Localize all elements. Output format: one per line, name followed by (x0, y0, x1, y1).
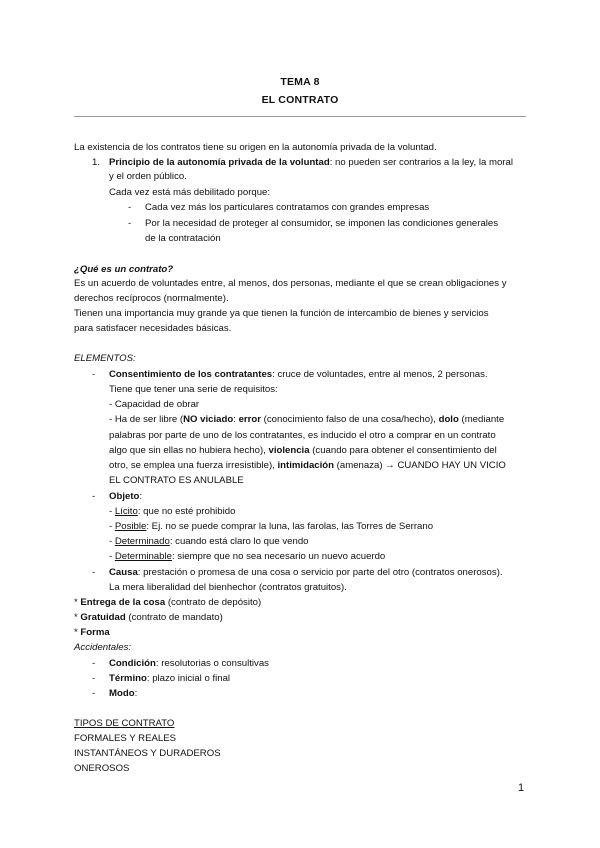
page-number: 1 (518, 782, 525, 794)
object-line: Objeto: (109, 491, 143, 502)
document-title-main: EL CONTRATO (261, 94, 339, 106)
what-is-heading: ¿Qué es un contrato? (74, 264, 174, 275)
object-determinado: - Determinado: cuando está claro lo que vendo (109, 536, 309, 547)
free-line-4: otro, se emplea una fuerza irresistible), intimidación (amenaza) → CUANDO HAY UN VICIO (109, 460, 506, 471)
list-number: 1. (92, 157, 101, 168)
gratuidad-line: * Gratuidad (contrato de mandato) (74, 612, 223, 623)
reason-1: Cada vez más los particulares contratamos con grandes empresas (145, 202, 430, 213)
what-is-line-2: derechos recíprocos (normalmente). (74, 293, 229, 304)
dash-bullet: - (128, 218, 132, 229)
principle-label: Principio de la autonomía privada de la voluntad (109, 157, 330, 168)
accidentales-heading: Accidentales: (74, 642, 132, 653)
capacity-line: - Capacidad de obrar (109, 399, 200, 410)
weakened-line: Cada vez está más debilitado porque: (109, 187, 271, 198)
title-divider (74, 116, 526, 117)
object-determinable: - Determinable: siempre que no sea necesario un nuevo acuerdo (109, 551, 386, 562)
type-item: INSTANTÁNEOS Y DURADEROS (74, 748, 221, 759)
object-label: Objeto (109, 491, 140, 502)
object-posible: - Posible: Ej. no se puede comprar la luna, las farolas, las Torres de Serrano (109, 521, 434, 532)
cause-line-2: La mera liberalidad del bienhechor (contratos gratuitos). (109, 582, 347, 593)
forma-line: * Forma (74, 627, 110, 638)
dash-bullet: - (92, 491, 96, 502)
consent-line (109, 368, 488, 381)
free-line-3: algo que sin ellas no hubiera hecho), violencia (cuando para obtener el consentimiento del (109, 445, 497, 456)
termino-line: Término: plazo inicial o final (109, 673, 231, 684)
cause-label: Causa (109, 567, 138, 578)
dash-bullet: - (92, 673, 96, 684)
condicion-line: Condición: resolutorias o consultivas (109, 658, 269, 669)
type-item: ONEROSOS (74, 763, 130, 774)
principle-line-1 (109, 156, 513, 169)
types-heading: TIPOS DE CONTRATO (74, 718, 175, 729)
entrega-line: * Entrega de la cosa (contrato de depósito) (74, 597, 262, 608)
dash-bullet: - (92, 369, 96, 380)
document-title-topic: TEMA 8 (280, 76, 320, 88)
type-item: FORMALES Y REALES (74, 733, 177, 744)
principle-line-2: y el orden público. (109, 171, 187, 182)
dash-bullet: - (128, 202, 132, 213)
reason-2b: de la contratación (145, 233, 221, 244)
elements-heading: ELEMENTOS: (74, 353, 136, 364)
dash-bullet: - (92, 688, 96, 699)
dash-bullet: - (92, 658, 96, 669)
dash-bullet: - (92, 567, 96, 578)
principle-text-a: : no pueden ser contrarios a la ley, la moral (329, 157, 513, 168)
intro-paragraph: La existencia de los contratos tiene su origen en la autonomía privada de la voluntad. (74, 142, 437, 153)
what-is-line-1: Es un acuerdo de voluntades entre, al menos, dos personas, mediante el que se crean obligaciones y (74, 278, 507, 289)
free-line-5: EL CONTRATO ES ANULABLE (109, 475, 244, 486)
reason-2a: Por la necesidad de proteger al consumidor, se imponen las condiciones generales (145, 218, 499, 229)
cause-line: Causa: prestación o promesa de una cosa o servicio por parte del otro (contratos onerosos). (109, 567, 503, 578)
what-is-line-4: para satisfacer necesidades básicas. (74, 323, 232, 334)
free-line-2: palabras por parte de uno de los contratantes, es inducido el otro a comprar en un contrato (109, 430, 496, 441)
modo-line: Modo: (109, 688, 138, 699)
object-licito: - Lícito: que no esté prohibido (109, 506, 236, 517)
free-line-1: - Ha de ser libre (NO viciado: error (conocimiento falso de una cosa/hecho), dolo (mediante (109, 414, 505, 425)
consent-label: Consentimiento de los contratantes (109, 369, 273, 380)
what-is-line-3: Tienen una importancia muy grande ya que tienen la función de intercambio de bienes y servicios (74, 308, 489, 319)
consent-requirements: Tiene que tener una serie de requisitos: (109, 384, 278, 395)
consent-text: : cruce de voluntades, entre al menos, 2 personas. (272, 369, 488, 380)
